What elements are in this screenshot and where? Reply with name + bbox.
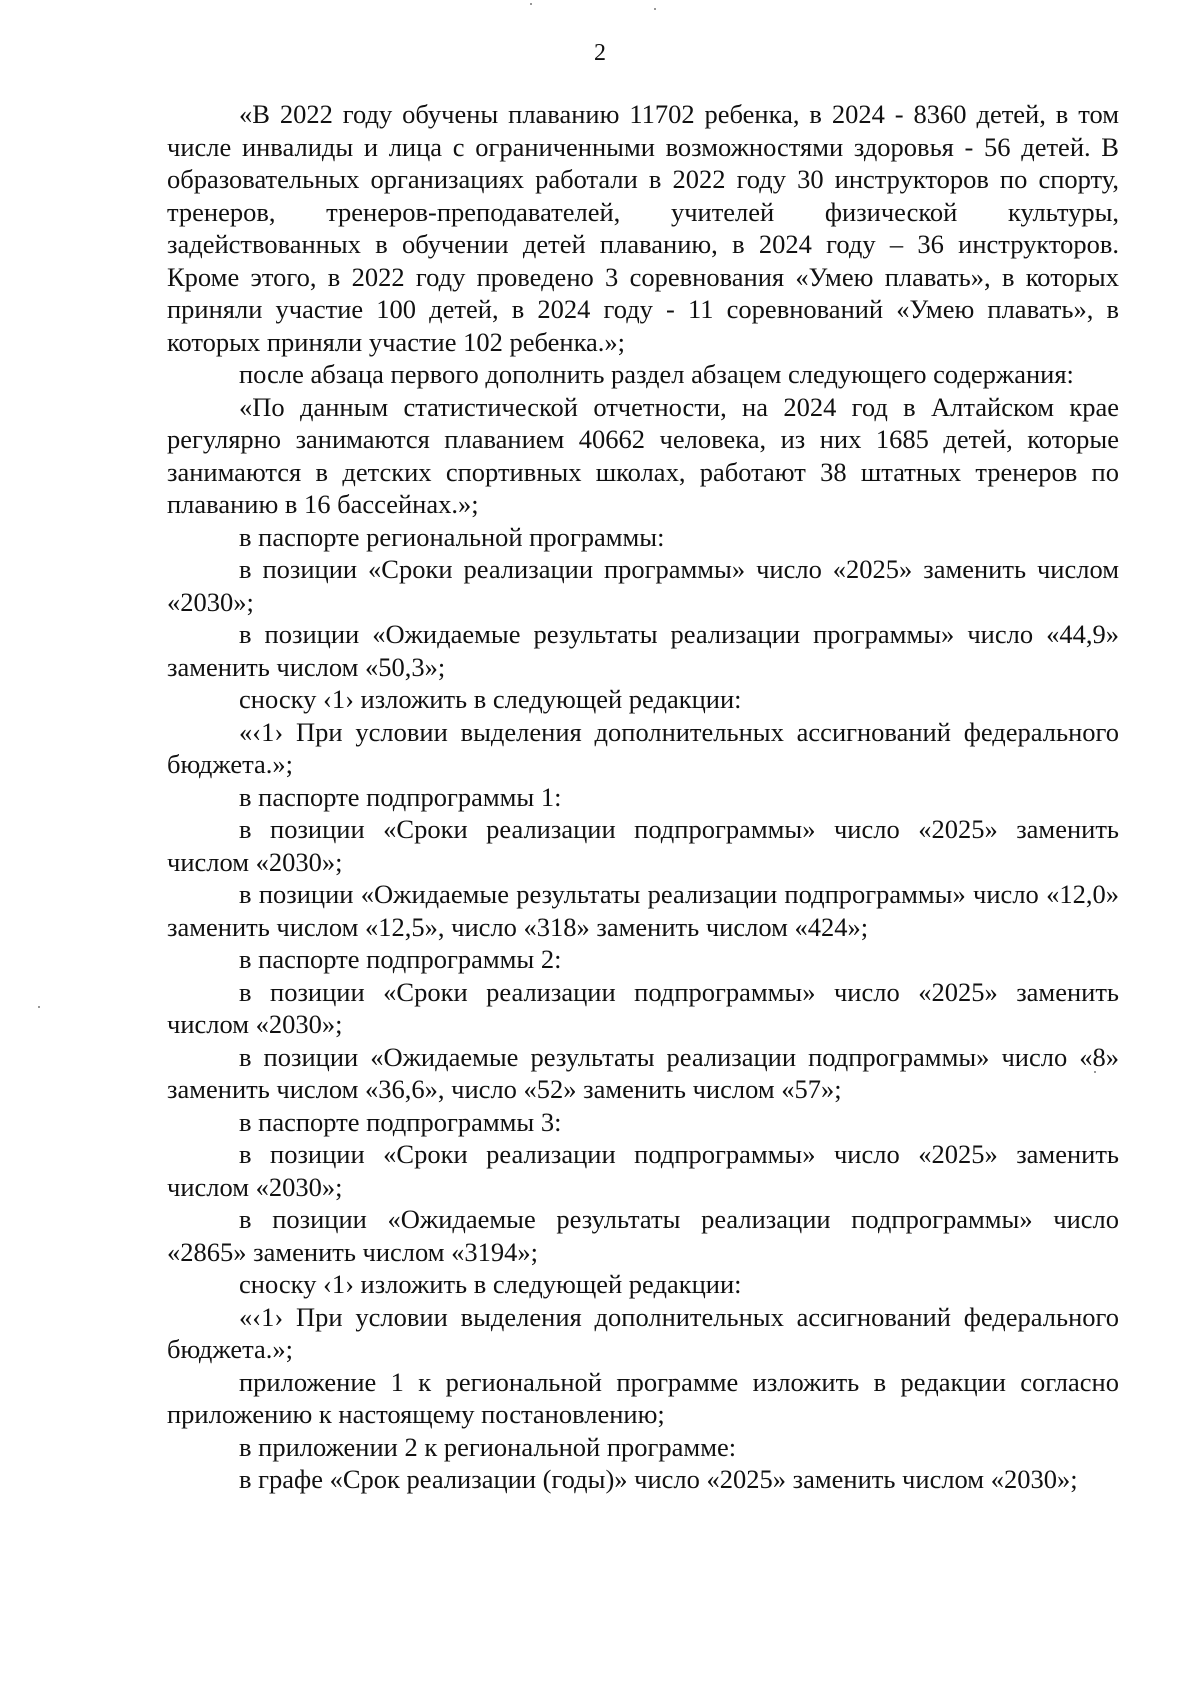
page-number: 2 — [594, 40, 606, 66]
paragraph-13: в позиции «Сроки реализации подпрограммы» число «2025» заменить числом «2030»; — [167, 976, 1119, 1039]
paragraph-15: в паспорте подпрограммы 3: — [239, 1106, 562, 1137]
scan-speck — [530, 3, 532, 5]
scan-speck — [654, 8, 656, 10]
paragraph-12: в паспорте подпрограммы 2: — [239, 944, 562, 974]
paragraph-1: «В 2022 году обучены плаванию 11702 ребенка, в 2024 - 8360 детей, в том числе инвалиды и лица с ограниченными возможностями здоровья - 56 детей. В образовательных организациях работали в 2022 году 30 инструкторов по спорту, тренеров, тренеров-преподавателей, учителей физической культуры, задействованных в обучении детей плаванию, в 2024 году – 36 инструкторов. Кроме этого, в 2022 году проведено 3 соревнования «Умею плавать», в которых приняли участие 100 детей, в 2024 году - 11 соревнований «Умею плавать», в которых приняли участие 102 ребенка.»; — [167, 99, 1119, 357]
paragraph-2: после абзаца первого дополнить раздел абзацем следующего содержания: — [239, 359, 1074, 389]
paragraph-11: в позиции «Ожидаемые результаты реализации подпрограммы» число «12,0» заменить числом «12,5», число «318» заменить числом «424»; — [167, 879, 1119, 942]
scan-speck — [1094, 1071, 1096, 1073]
paragraph-4: в паспорте региональной программы: — [239, 521, 665, 552]
paragraph-10: в позиции «Сроки реализации подпрограммы» число «2025» заменить числом «2030»; — [167, 814, 1119, 877]
paragraph-20: приложение 1 к региональной программе изложить в редакции согласно приложению к настоящему постановлению; — [167, 1366, 1119, 1429]
scan-speck — [38, 1006, 40, 1008]
paragraph-5: в позиции «Сроки реализации программы» число «2025» заменить числом «2030»; — [167, 554, 1119, 617]
paragraph-19: «‹1› При условии выделения дополнительных ассигнований федерального бюджета.»; — [167, 1301, 1119, 1364]
paragraph-22: в графе «Срок реализации (годы)» число «2025» заменить числом «2030»; — [239, 1464, 1078, 1494]
paragraph-3: «По данным статистической отчетности, на 2024 год в Алтайском крае регулярно занимаются плаванием 40662 человека, из них 1685 детей, которые занимаются в детских спортивных школах, работают 38 штатных тренеров по плаванию в 16 бассейнах.»; — [167, 391, 1119, 519]
paragraph-9: в паспорте подпрограммы 1: — [239, 781, 562, 812]
paragraph-18: сноску ‹1› изложить в следующей редакции: — [239, 1269, 742, 1299]
paragraph-17: в позиции «Ожидаемые результаты реализации подпрограммы» число «2865» заменить числом «3194»; — [167, 1204, 1119, 1267]
paragraph-8: «‹1› При условии выделения дополнительных ассигнований федерального бюджета.»; — [167, 716, 1119, 779]
paragraph-14: в позиции «Ожидаемые результаты реализации подпрограммы» число «8» заменить числом «36,6», число «52» заменить числом «57»; — [167, 1041, 1119, 1104]
paragraph-21: в приложении 2 к региональной программе: — [239, 1431, 737, 1462]
document-body — [167, 98, 1119, 1496]
paragraph-6: в позиции «Ожидаемые результаты реализации программы» число «44,9» заменить числом «50,3»; — [167, 619, 1119, 682]
paragraph-16: в позиции «Сроки реализации подпрограммы» число «2025» заменить числом «2030»; — [167, 1139, 1119, 1202]
paragraph-7: сноску ‹1› изложить в следующей редакции: — [239, 684, 742, 714]
